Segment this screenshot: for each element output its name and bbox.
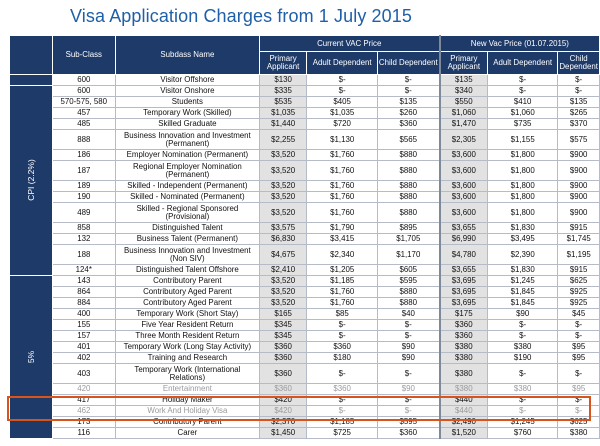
table-row bbox=[10, 384, 600, 395]
subclass-code-cell: 420 bbox=[52, 384, 115, 395]
price-cell-nc: $625 bbox=[558, 276, 600, 287]
price-cell-cp: $130 bbox=[259, 75, 307, 86]
table-row bbox=[10, 97, 600, 108]
price-cell-ca: $- bbox=[307, 364, 377, 384]
price-cell-na: $- bbox=[487, 75, 557, 86]
table-row bbox=[10, 265, 600, 276]
subclass-code-cell: 485 bbox=[52, 119, 115, 130]
category-cell-empty bbox=[10, 75, 53, 86]
price-cell-nc: $95 bbox=[558, 353, 600, 364]
price-cell-nc: $900 bbox=[558, 192, 600, 203]
price-cell-na: $410 bbox=[487, 97, 557, 108]
price-cell-cc: $40 bbox=[377, 309, 439, 320]
subclass-name-cell: Distinguished Talent Offshore bbox=[115, 265, 259, 276]
price-cell-ca: $180 bbox=[307, 353, 377, 364]
price-cell-cp: $3,520 bbox=[259, 298, 307, 309]
price-cell-cp: $335 bbox=[259, 86, 307, 97]
price-cell-cc: $1,705 bbox=[377, 234, 439, 245]
subclass-code-cell: 157 bbox=[52, 331, 115, 342]
price-cell-np: $380 bbox=[440, 342, 488, 353]
subclass-code-cell: 186 bbox=[52, 150, 115, 161]
subclass-name-cell: Regional Employer Nomination (Permanent) bbox=[115, 161, 259, 181]
price-cell-na: $- bbox=[487, 395, 557, 406]
price-cell-ca: $360 bbox=[307, 342, 377, 353]
price-cell-cp: $360 bbox=[259, 384, 307, 395]
price-cell-np: $3,695 bbox=[440, 298, 488, 309]
current-price-header: Current VAC Price bbox=[259, 36, 439, 52]
price-cell-na: $1,155 bbox=[487, 130, 557, 150]
price-cell-na: $- bbox=[487, 331, 557, 342]
subclass-name-cell: Visitor Offshore bbox=[115, 75, 259, 86]
subclass-name-cell: Students bbox=[115, 97, 259, 108]
price-cell-cc: $880 bbox=[377, 203, 439, 223]
price-cell-ca: $1,185 bbox=[307, 276, 377, 287]
price-cell-ca: $405 bbox=[307, 97, 377, 108]
subclass-code-cell: 189 bbox=[52, 181, 115, 192]
price-cell-nc: $900 bbox=[558, 150, 600, 161]
price-cell-ca: $- bbox=[307, 75, 377, 86]
subclass-name-cell: Skilled - Regional Sponsored (Provisional) bbox=[115, 203, 259, 223]
subclass-code-cell: 600 bbox=[52, 75, 115, 86]
subclass-name-cell: Skilled Graduate bbox=[115, 119, 259, 130]
price-cell-nc: $95 bbox=[558, 342, 600, 353]
subclass-name-cell: Visitor Onshore bbox=[115, 86, 259, 97]
current-child-header: Child Dependent bbox=[377, 52, 439, 75]
price-cell-np: $380 bbox=[440, 364, 488, 384]
price-cell-na: $1,060 bbox=[487, 108, 557, 119]
price-cell-ca: $1,760 bbox=[307, 192, 377, 203]
price-cell-cc: $880 bbox=[377, 192, 439, 203]
price-cell-cc: $880 bbox=[377, 161, 439, 181]
table-row bbox=[10, 276, 600, 287]
price-cell-np: $440 bbox=[440, 406, 488, 417]
subclass-code-header: Sub-Class bbox=[52, 36, 115, 75]
table-row bbox=[10, 130, 600, 150]
table-row bbox=[10, 353, 600, 364]
price-cell-na: $760 bbox=[487, 428, 557, 439]
price-cell-nc: $- bbox=[558, 86, 600, 97]
price-cell-cp: $3,520 bbox=[259, 203, 307, 223]
price-cell-na: $3,495 bbox=[487, 234, 557, 245]
subclass-code-cell: 173 bbox=[52, 417, 115, 428]
subclass-code-cell: 190 bbox=[52, 192, 115, 203]
price-cell-nc: $900 bbox=[558, 181, 600, 192]
subclass-name-cell: Contributory Aged Parent bbox=[115, 298, 259, 309]
subclass-name-cell: Skilled - Independent (Permanent) bbox=[115, 181, 259, 192]
price-cell-cc: $880 bbox=[377, 181, 439, 192]
table-row bbox=[10, 428, 600, 439]
price-cell-np: $3,600 bbox=[440, 150, 488, 161]
subclass-name-cell: Temporary Work (International Relations) bbox=[115, 364, 259, 384]
price-cell-cc: $595 bbox=[377, 276, 439, 287]
page-title: Visa Application Charges from 1 July 2015 bbox=[70, 6, 412, 26]
subclass-name-cell: Entertainment bbox=[115, 384, 259, 395]
price-cell-na: $- bbox=[487, 406, 557, 417]
price-cell-cc: $565 bbox=[377, 130, 439, 150]
price-cell-ca: $- bbox=[307, 320, 377, 331]
table-row bbox=[10, 192, 600, 203]
price-cell-nc: $- bbox=[558, 331, 600, 342]
price-cell-cp: $2,410 bbox=[259, 265, 307, 276]
new-primary-header: Primary Applicant bbox=[440, 52, 488, 75]
category-cpi bbox=[10, 86, 53, 276]
price-cell-cc: $- bbox=[377, 364, 439, 384]
price-cell-cc: $260 bbox=[377, 108, 439, 119]
price-cell-cc: $- bbox=[377, 75, 439, 86]
price-cell-nc: $- bbox=[558, 320, 600, 331]
table-row bbox=[10, 181, 600, 192]
price-cell-ca: $360 bbox=[307, 384, 377, 395]
subclass-name-cell: Business Talent (Permanent) bbox=[115, 234, 259, 245]
category-label: CPI (2.2%) bbox=[25, 159, 36, 201]
subclass-code-cell: 457 bbox=[52, 108, 115, 119]
price-cell-np: $3,655 bbox=[440, 223, 488, 234]
subclass-code-cell: 155 bbox=[52, 320, 115, 331]
price-cell-cc: $360 bbox=[377, 119, 439, 130]
price-cell-cp: $535 bbox=[259, 97, 307, 108]
price-cell-nc: $95 bbox=[558, 384, 600, 395]
price-cell-nc: $625 bbox=[558, 417, 600, 428]
price-cell-na: $380 bbox=[487, 384, 557, 395]
price-cell-ca: $85 bbox=[307, 309, 377, 320]
price-cell-cp: $420 bbox=[259, 395, 307, 406]
subclass-name-cell: Temporary Work (Long Stay Activity) bbox=[115, 342, 259, 353]
subclass-code-cell: 864 bbox=[52, 287, 115, 298]
price-cell-na: $1,800 bbox=[487, 203, 557, 223]
price-cell-nc: $900 bbox=[558, 203, 600, 223]
current-primary-header: Primary Applicant bbox=[259, 52, 307, 75]
price-cell-ca: $1,760 bbox=[307, 181, 377, 192]
price-cell-ca: $3,415 bbox=[307, 234, 377, 245]
price-cell-nc: $- bbox=[558, 75, 600, 86]
price-cell-nc: $- bbox=[558, 364, 600, 384]
table-body bbox=[10, 75, 600, 439]
price-cell-cp: $3,575 bbox=[259, 223, 307, 234]
current-adult-header: Adult Dependent bbox=[307, 52, 377, 75]
subclass-name-header: Subdass Name bbox=[115, 36, 259, 75]
price-cell-ca: $1,760 bbox=[307, 203, 377, 223]
price-cell-cc: $90 bbox=[377, 384, 439, 395]
price-cell-nc: $575 bbox=[558, 130, 600, 150]
subclass-code-cell: 402 bbox=[52, 353, 115, 364]
price-cell-np: $340 bbox=[440, 86, 488, 97]
subclass-code-cell: 124* bbox=[52, 265, 115, 276]
price-cell-cp: $1,035 bbox=[259, 108, 307, 119]
price-cell-ca: $- bbox=[307, 331, 377, 342]
price-cell-cp: $3,520 bbox=[259, 276, 307, 287]
price-cell-np: $3,600 bbox=[440, 161, 488, 181]
subclass-code-cell: 888 bbox=[52, 130, 115, 150]
price-cell-na: $1,245 bbox=[487, 276, 557, 287]
price-cell-cp: $3,520 bbox=[259, 181, 307, 192]
price-cell-np: $3,695 bbox=[440, 276, 488, 287]
subclass-name-cell: Contributory Aged Parent bbox=[115, 287, 259, 298]
price-cell-nc: $925 bbox=[558, 298, 600, 309]
category-header bbox=[10, 36, 53, 75]
price-cell-np: $3,600 bbox=[440, 203, 488, 223]
subclass-name-cell: Contributory Parent bbox=[115, 417, 259, 428]
price-cell-np: $3,655 bbox=[440, 265, 488, 276]
price-cell-cp: $3,520 bbox=[259, 287, 307, 298]
price-cell-ca: $1,185 bbox=[307, 417, 377, 428]
subclass-name-cell: Distinguished Talent bbox=[115, 223, 259, 234]
subclass-code-cell: 401 bbox=[52, 342, 115, 353]
price-cell-ca: $2,340 bbox=[307, 245, 377, 265]
table-row bbox=[10, 320, 600, 331]
subclass-name-cell: Employer Nomination (Permanent) bbox=[115, 150, 259, 161]
price-cell-nc: $380 bbox=[558, 428, 600, 439]
price-cell-np: $360 bbox=[440, 320, 488, 331]
price-cell-np: $135 bbox=[440, 75, 488, 86]
table-row bbox=[10, 364, 600, 384]
price-cell-cc: $895 bbox=[377, 223, 439, 234]
price-cell-np: $2,305 bbox=[440, 130, 488, 150]
price-cell-na: $1,800 bbox=[487, 192, 557, 203]
price-cell-nc: $265 bbox=[558, 108, 600, 119]
price-cell-cc: $- bbox=[377, 406, 439, 417]
subclass-name-cell: Skilled - Nominated (Permanent) bbox=[115, 192, 259, 203]
price-cell-cp: $2,255 bbox=[259, 130, 307, 150]
table-row bbox=[10, 75, 600, 86]
price-cell-ca: $1,760 bbox=[307, 150, 377, 161]
table-row bbox=[10, 331, 600, 342]
price-cell-cp: $165 bbox=[259, 309, 307, 320]
price-cell-cc: $605 bbox=[377, 265, 439, 276]
price-cell-cc: $- bbox=[377, 86, 439, 97]
price-cell-nc: $135 bbox=[558, 97, 600, 108]
price-cell-nc: $370 bbox=[558, 119, 600, 130]
price-cell-ca: $720 bbox=[307, 119, 377, 130]
price-cell-na: $1,845 bbox=[487, 298, 557, 309]
price-cell-na: $735 bbox=[487, 119, 557, 130]
price-cell-nc: $925 bbox=[558, 287, 600, 298]
price-cell-np: $380 bbox=[440, 353, 488, 364]
price-cell-cp: $420 bbox=[259, 406, 307, 417]
price-cell-cc: $595 bbox=[377, 417, 439, 428]
price-cell-na: $1,800 bbox=[487, 181, 557, 192]
price-cell-na: $1,830 bbox=[487, 265, 557, 276]
price-cell-ca: $1,760 bbox=[307, 161, 377, 181]
subclass-name-cell: Contributory Parent bbox=[115, 276, 259, 287]
price-cell-na: $90 bbox=[487, 309, 557, 320]
table-row bbox=[10, 342, 600, 353]
subclass-code-cell: 600 bbox=[52, 86, 115, 97]
subclass-code-cell: 116 bbox=[52, 428, 115, 439]
price-cell-cp: $3,520 bbox=[259, 150, 307, 161]
price-cell-ca: $725 bbox=[307, 428, 377, 439]
subclass-code-cell: 570-575, 580 bbox=[52, 97, 115, 108]
price-cell-na: $380 bbox=[487, 342, 557, 353]
price-cell-ca: $1,035 bbox=[307, 108, 377, 119]
price-cell-np: $1,060 bbox=[440, 108, 488, 119]
price-cell-cp: $3,520 bbox=[259, 161, 307, 181]
price-cell-np: $6,990 bbox=[440, 234, 488, 245]
price-cell-cp: $2,370 bbox=[259, 417, 307, 428]
table-row bbox=[10, 234, 600, 245]
visa-charges-table bbox=[9, 35, 600, 439]
subclass-code-cell: 858 bbox=[52, 223, 115, 234]
price-cell-cc: $- bbox=[377, 320, 439, 331]
subclass-code-cell: 400 bbox=[52, 309, 115, 320]
table-row bbox=[10, 161, 600, 181]
table-row bbox=[10, 150, 600, 161]
price-cell-cp: $1,440 bbox=[259, 119, 307, 130]
subclass-name-cell: Temporary Work (Skilled) bbox=[115, 108, 259, 119]
subclass-name-cell: Carer bbox=[115, 428, 259, 439]
price-cell-cp: $1,450 bbox=[259, 428, 307, 439]
subclass-name-cell: Temporary Work (Short Stay) bbox=[115, 309, 259, 320]
subclass-code-cell: 143 bbox=[52, 276, 115, 287]
price-cell-cp: $360 bbox=[259, 342, 307, 353]
price-cell-np: $3,600 bbox=[440, 192, 488, 203]
price-cell-na: $1,245 bbox=[487, 417, 557, 428]
subclass-code-cell: 884 bbox=[52, 298, 115, 309]
price-cell-cp: $360 bbox=[259, 364, 307, 384]
highlight-box bbox=[7, 396, 591, 421]
price-cell-np: $440 bbox=[440, 395, 488, 406]
table-row bbox=[10, 223, 600, 234]
price-cell-cc: $880 bbox=[377, 150, 439, 161]
price-cell-nc: $915 bbox=[558, 223, 600, 234]
price-cell-np: $3,695 bbox=[440, 287, 488, 298]
table-row bbox=[10, 245, 600, 265]
price-cell-np: $3,600 bbox=[440, 181, 488, 192]
price-cell-ca: $1,790 bbox=[307, 223, 377, 234]
price-cell-np: $1,520 bbox=[440, 428, 488, 439]
subclass-code-cell: 188 bbox=[52, 245, 115, 265]
price-cell-cc: $- bbox=[377, 331, 439, 342]
table-row bbox=[10, 298, 600, 309]
price-cell-ca: $1,205 bbox=[307, 265, 377, 276]
price-cell-np: $4,780 bbox=[440, 245, 488, 265]
new-price-header: New Vac Price (01.07.2015) bbox=[440, 36, 600, 52]
price-cell-ca: $- bbox=[307, 406, 377, 417]
subclass-name-cell: Holiday Maker bbox=[115, 395, 259, 406]
price-cell-na: $- bbox=[487, 364, 557, 384]
price-cell-na: $- bbox=[487, 320, 557, 331]
price-cell-na: $1,845 bbox=[487, 287, 557, 298]
table-row bbox=[10, 287, 600, 298]
subclass-code-cell: 187 bbox=[52, 161, 115, 181]
price-cell-np: $360 bbox=[440, 331, 488, 342]
price-cell-nc: $45 bbox=[558, 309, 600, 320]
price-cell-na: $1,800 bbox=[487, 150, 557, 161]
price-cell-cp: $345 bbox=[259, 320, 307, 331]
price-cell-na: $1,800 bbox=[487, 161, 557, 181]
price-cell-np: $550 bbox=[440, 97, 488, 108]
price-cell-nc: $- bbox=[558, 406, 600, 417]
price-cell-cc: $90 bbox=[377, 353, 439, 364]
table-row bbox=[10, 119, 600, 130]
price-cell-na: $1,830 bbox=[487, 223, 557, 234]
price-cell-cc: $360 bbox=[377, 428, 439, 439]
subclass-code-cell: 132 bbox=[52, 234, 115, 245]
price-cell-nc: $- bbox=[558, 395, 600, 406]
price-cell-ca: $- bbox=[307, 395, 377, 406]
table-row bbox=[10, 86, 600, 97]
subclass-name-cell: Training and Research bbox=[115, 353, 259, 364]
price-cell-cc: $90 bbox=[377, 342, 439, 353]
new-adult-header: Adult Dependent bbox=[487, 52, 557, 75]
price-cell-nc: $915 bbox=[558, 265, 600, 276]
price-cell-ca: $1,760 bbox=[307, 287, 377, 298]
price-cell-cc: $880 bbox=[377, 298, 439, 309]
price-cell-cc: $- bbox=[377, 395, 439, 406]
category-label: 5% bbox=[25, 350, 36, 363]
subclass-name-cell: Work And Holiday Visa bbox=[115, 406, 259, 417]
price-cell-cp: $4,675 bbox=[259, 245, 307, 265]
table-row bbox=[10, 203, 600, 223]
price-cell-np: $1,470 bbox=[440, 119, 488, 130]
price-cell-np: $2,490 bbox=[440, 417, 488, 428]
price-cell-nc: $1,195 bbox=[558, 245, 600, 265]
price-cell-cc: $135 bbox=[377, 97, 439, 108]
subclass-name-cell: Business Innovation and Investment (Non SIV) bbox=[115, 245, 259, 265]
price-cell-ca: $1,760 bbox=[307, 298, 377, 309]
price-cell-np: $380 bbox=[440, 384, 488, 395]
subclass-code-cell: 403 bbox=[52, 364, 115, 384]
subclass-code-cell: 489 bbox=[52, 203, 115, 223]
price-cell-nc: $900 bbox=[558, 161, 600, 181]
subclass-name-cell: Three Month Resident Return bbox=[115, 331, 259, 342]
price-cell-cc: $1,170 bbox=[377, 245, 439, 265]
price-cell-na: $190 bbox=[487, 353, 557, 364]
new-child-header: Child Dependent bbox=[558, 52, 600, 75]
price-cell-cp: $360 bbox=[259, 353, 307, 364]
subclass-name-cell: Five Year Resident Return bbox=[115, 320, 259, 331]
price-cell-ca: $1,130 bbox=[307, 130, 377, 150]
subclass-code-cell: 462 bbox=[52, 406, 115, 417]
price-cell-cc: $880 bbox=[377, 287, 439, 298]
price-cell-na: $- bbox=[487, 86, 557, 97]
table-row bbox=[10, 309, 600, 320]
price-cell-na: $2,390 bbox=[487, 245, 557, 265]
price-cell-cp: $345 bbox=[259, 331, 307, 342]
subclass-code-cell: 417 bbox=[52, 395, 115, 406]
price-cell-np: $175 bbox=[440, 309, 488, 320]
price-cell-ca: $- bbox=[307, 86, 377, 97]
price-cell-nc: $1,745 bbox=[558, 234, 600, 245]
table-row bbox=[10, 108, 600, 119]
price-cell-cp: $3,520 bbox=[259, 192, 307, 203]
subclass-name-cell: Business Innovation and Investment (Permanent) bbox=[115, 130, 259, 150]
price-cell-cp: $6,830 bbox=[259, 234, 307, 245]
